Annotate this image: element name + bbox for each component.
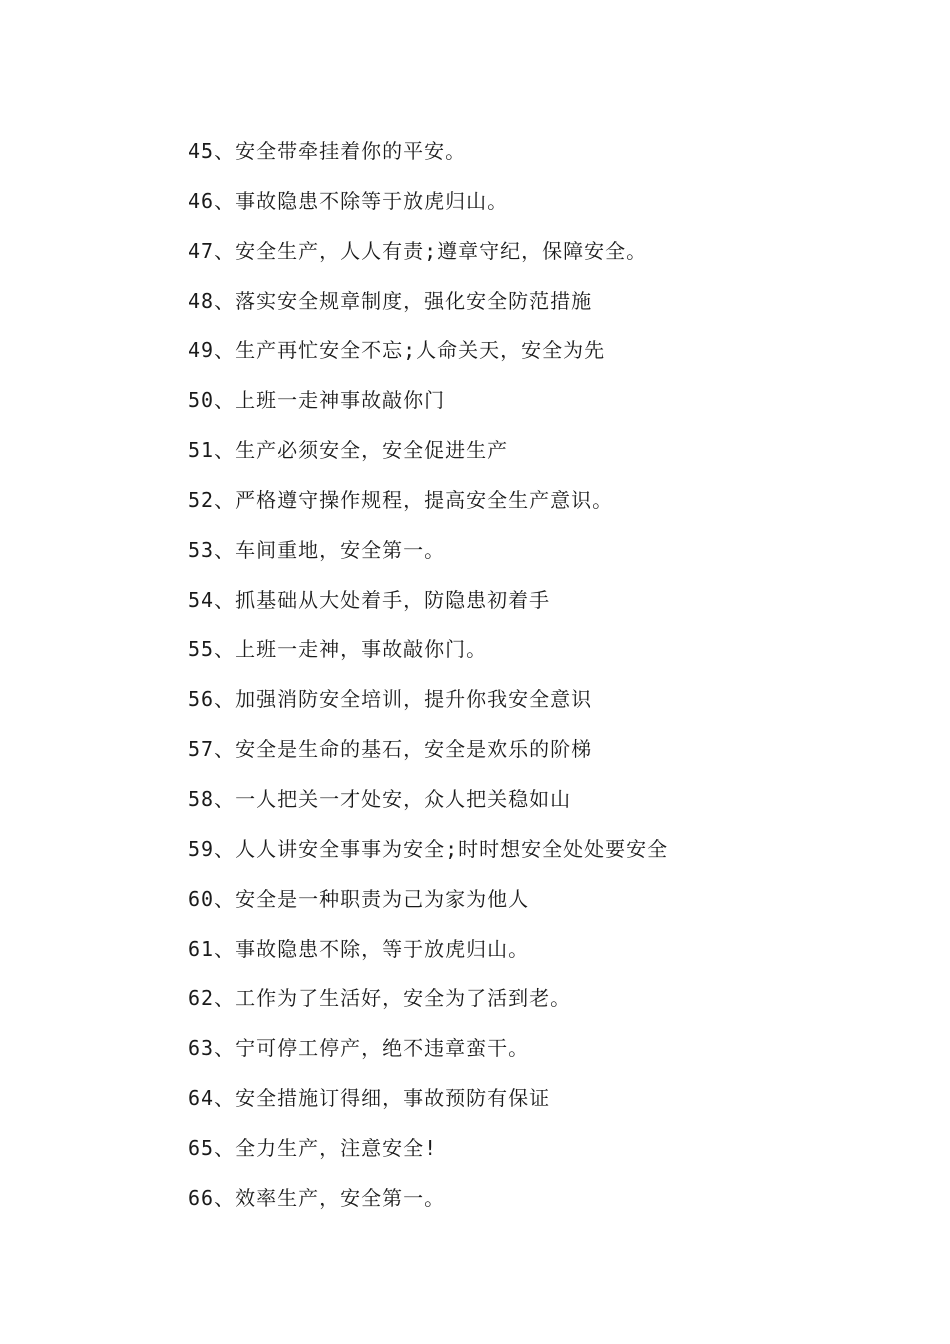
- list-item: 50、上班一走神事故敲你门: [188, 388, 446, 413]
- slogan-list: [188, 134, 668, 1231]
- list-item: 54、抓基础从大处着手，防隐患初着手: [188, 587, 551, 612]
- list-item: 56、加强消防安全培训，提升你我安全意识: [188, 687, 593, 712]
- list-item: 55、上班一走神，事故敲你门。: [188, 637, 488, 662]
- list-item: 52、严格遵守操作规程，提高安全生产意识。: [188, 487, 614, 512]
- list-item: 65、全力生产，注意安全!: [188, 1135, 438, 1160]
- list-item: 57、安全是生命的基石，安全是欢乐的阶梯: [188, 737, 593, 762]
- list-item: 60、安全是一种职责为己为家为他人: [188, 886, 530, 911]
- list-item: 59、人人讲安全事事为安全;时时想安全处处要安全: [188, 836, 669, 861]
- list-item: 64、安全措施订得细，事故预防有保证: [188, 1086, 551, 1111]
- list-item: 51、生产必须安全，安全促进生产: [188, 438, 509, 463]
- list-item: 48、落实安全规章制度，强化安全防范措施: [188, 288, 593, 313]
- list-item: 62、工作为了生活好，安全为了活到老。: [188, 986, 572, 1011]
- list-item: 61、事故隐患不除，等于放虎归山。: [188, 936, 530, 961]
- list-item: 53、车间重地，安全第一。: [188, 537, 446, 562]
- list-item: 58、一人把关一才处安，众人把关稳如山: [188, 786, 572, 811]
- list-item: 63、宁可停工停产，绝不违章蛮干。: [188, 1036, 530, 1061]
- list-item: 66、效率生产，安全第一。: [188, 1185, 446, 1210]
- list-item: 46、事故隐患不除等于放虎归山。: [188, 188, 509, 213]
- list-item: 45、安全带牵挂着你的平安。: [188, 139, 467, 163]
- list-item: 47、安全生产，人人有责;遵章守纪，保障安全。: [188, 238, 648, 263]
- list-item: 49、生产再忙安全不忘;人命关天，安全为先: [188, 338, 606, 363]
